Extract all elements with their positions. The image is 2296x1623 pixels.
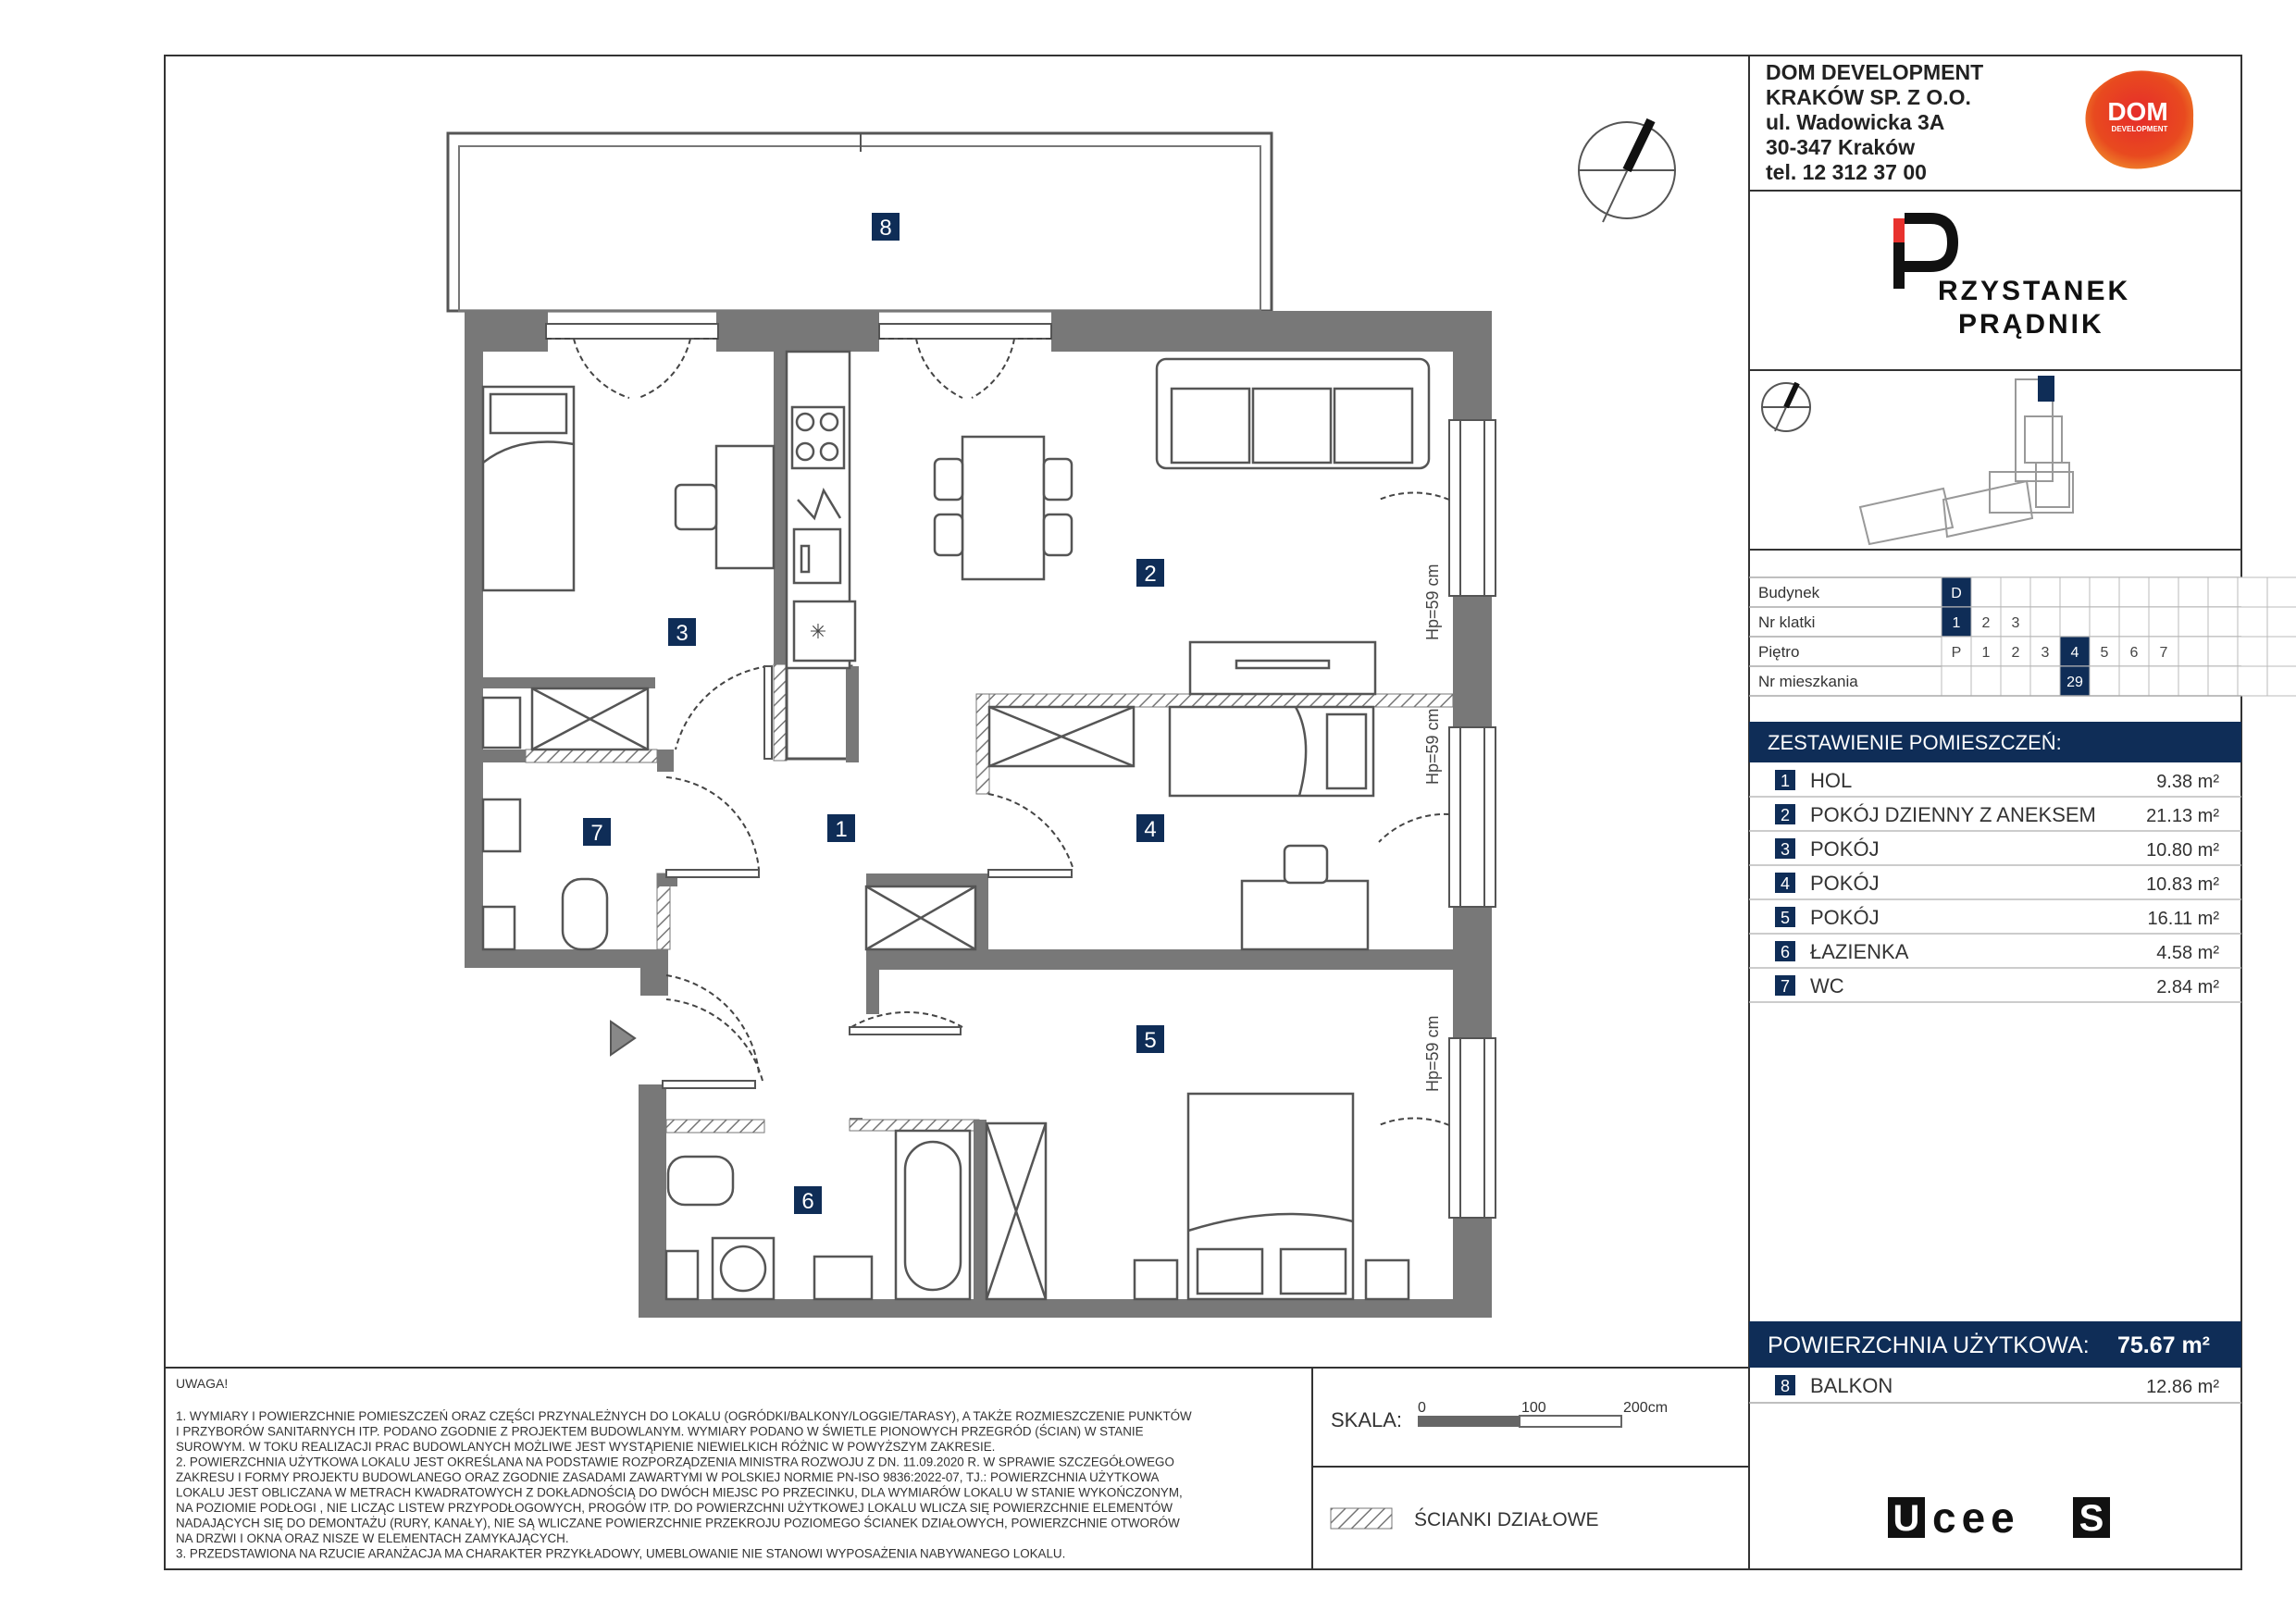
room-name: ŁAZIENKA: [1810, 940, 1909, 963]
entrance-arrow-icon: [611, 1022, 635, 1055]
param-cell: 2: [2011, 645, 2020, 661]
company-phone: tel. 12 312 37 00: [1766, 160, 1927, 184]
balcony-area: 12.86 m²: [2146, 1377, 2219, 1397]
company-name-line1: DOM DEVELOPMENT: [1766, 60, 1984, 84]
svg-text:S: S: [2079, 1498, 2104, 1539]
note-line: 1. WYMIARY I POWIERZCHNIE POMIESZCZEŃ ORAZ CZĘŚCI PRZYNALEŻNYCH DO LOKALU (OGRÓDKI/BALKONY/LOGGIE/TARASY), A TAKŻE ROZMIESZCZENIE PUNKTÓW: [176, 1409, 1192, 1423]
balcony-row: [1749, 1374, 2241, 1403]
note-line: ZAKRESU I FORMY PROJEKTU BUDOWLANEGO ORAZ ZGODNIE ZASADAMI ZAWARTYMI W POLSKIEJ NORMIE PN-ISO 9836:2022-07, TJ.: POWIERZCHNIA UŻYTKOWA: [176, 1470, 1160, 1484]
param-label: Nr mieszkania: [1758, 673, 1858, 690]
parapet-height-labels: [1423, 564, 1442, 1092]
room-row: [1749, 837, 2241, 865]
param-cell: 4: [2070, 645, 2079, 661]
note-line: NA DRZWI I OKNA ORAZ NISZE W ELEMENTACH ZAMYKAJĄCYCH.: [176, 1531, 569, 1545]
svg-text:5: 5: [1144, 1028, 1157, 1053]
room-marker-5: [1136, 1025, 1164, 1053]
chair-room-3: [676, 485, 716, 529]
svg-text:1: 1: [835, 817, 848, 842]
room-area: 16.11 m²: [2147, 909, 2219, 929]
svg-text:ŚCIANKI DZIAŁOWE: ŚCIANKI DZIAŁOWE: [1414, 1509, 1599, 1530]
notes-block: [176, 1376, 1192, 1561]
dom-development-logo: [2085, 70, 2193, 168]
room-number: 6: [1780, 943, 1791, 961]
svg-text:DEVELOPMENT: DEVELOPMENT: [2111, 125, 2168, 133]
bathroom-sink: [814, 1257, 872, 1299]
scale-bar: [1331, 1400, 1668, 1431]
room-name: POKÓJ: [1810, 837, 1880, 861]
total-area-value: 75.67 m²: [2116, 1332, 2210, 1358]
total-area: [1749, 1321, 2241, 1368]
param-cell: 6: [2129, 645, 2139, 661]
svg-text:3: 3: [676, 621, 689, 646]
room-row: [1749, 872, 2241, 899]
company-street: ul. Wadowicka 3A: [1766, 110, 1945, 134]
room-marker-2: [1136, 559, 1164, 587]
room-area: 9.38 m²: [2156, 772, 2219, 792]
total-area-label: POWIERZCHNIA UŻYTKOWA:: [1768, 1332, 2090, 1358]
uceeS-logo: [1888, 1493, 2110, 1565]
note-line: I PRZYBORÓW SANITARNYCH ITP. PODANO ZGODNIE Z PROJEKTEM BUDOWLANYM. WYMIARY PODANO W ŚWIETLE PIONOWYCH PRZEGRÓD (ŚCIAN) W STANIE: [176, 1424, 1144, 1439]
rooms-header: ZESTAWIENIE POMIESZCZEŃ:: [1768, 731, 2062, 754]
room-name: POKÓJ DZIENNY Z ANEKSEM: [1810, 803, 2096, 826]
room-area: 2.84 m²: [2156, 977, 2219, 997]
room-marker-6: [794, 1186, 822, 1214]
room-name: POKÓJ: [1810, 872, 1880, 895]
company-info: [1766, 60, 1983, 184]
room-area: 10.83 m²: [2146, 874, 2219, 895]
room-marker-4: [1136, 814, 1164, 842]
wc-toilet: [563, 879, 607, 949]
note-line: SUROWYM. W TOKU REALIZACJI PRAC BUDOWLANYCH MOŻLIWE JEST WYSTĄPIENIE NIEWIELKICH RÓŻNIC W POWYŻSZYM ZAKRESIE.: [176, 1440, 996, 1454]
room-marker-3: [668, 618, 696, 646]
svg-text:200cm: 200cm: [1623, 1400, 1669, 1416]
room-marker-1: [827, 814, 855, 842]
room-marker-8: [872, 213, 900, 241]
svg-text:8: 8: [1780, 1377, 1791, 1395]
param-cell: 7: [2159, 645, 2168, 661]
project-logo: [1893, 218, 2130, 340]
notes-title: UWAGA!: [176, 1376, 229, 1391]
room-row: [1749, 940, 2241, 968]
hp-label-room-2: Hp=59 cm: [1423, 564, 1442, 640]
svg-text:2: 2: [1144, 562, 1157, 587]
room-marker-7: [583, 818, 611, 846]
room-number: 7: [1780, 977, 1791, 996]
svg-text:8: 8: [879, 216, 892, 241]
svg-text:DOM: DOM: [2107, 97, 2168, 126]
note-line: 2. POWIERZCHNIA UŻYTKOWA LOKALU JEST OKREŚLANA NA PODSTAWIE ROZPORZĄDZENIA MINISTRA ROZWOJU Z DN. 11.09.2020 R. W SPRAWIE SZCZEGÓŁOWEGO: [176, 1455, 1174, 1469]
room-name: HOL: [1810, 769, 1853, 792]
svg-text:7: 7: [590, 821, 603, 846]
svg-text:U: U: [1893, 1498, 1920, 1539]
balcony-name: BALKON: [1810, 1374, 1893, 1397]
svg-text:100: 100: [1521, 1400, 1546, 1416]
svg-text:4: 4: [1144, 817, 1157, 842]
param-cell: 2: [1981, 615, 1991, 631]
svg-text:cee: cee: [1932, 1493, 2020, 1542]
compass-icon: [1579, 120, 1675, 222]
param-cell: D: [1951, 586, 1962, 601]
note-line: NA POZIOMIE PODŁOGI , NIE LICZĄC LISTEW PRZYPODŁOGOWYCH, PROGÓW ITP. DO POWIERZCHNI UŻYTKOWEJ LOKALU WLICZA SIĘ POWIERZCHNIE ELEMENTÓW: [176, 1501, 1173, 1515]
desk-room-4: [1242, 881, 1368, 949]
room-row: [1749, 803, 2241, 831]
desk-room-3: [716, 446, 774, 568]
params-table: [1749, 577, 2296, 696]
room-number: 5: [1780, 909, 1791, 927]
room-number: 4: [1780, 874, 1791, 893]
wc-washbasin: [483, 799, 520, 851]
room-number: 1: [1780, 772, 1791, 790]
param-cell: P: [1951, 645, 1962, 661]
param-cell: 1: [1952, 615, 1961, 631]
room-area: 4.58 m²: [2156, 943, 2219, 963]
svg-text:RZYSTANEK: RZYSTANEK: [1938, 276, 2131, 306]
svg-text:6: 6: [801, 1189, 814, 1214]
room-area: 10.80 m²: [2146, 840, 2219, 861]
room-row: [1749, 769, 2241, 797]
note-line: 3. PRZEDSTAWIONA NA RZUCIE ARANŻACJA MA CHARAKTER PRZYKŁADOWY, UMEBLOWANIE NIE STANOWI WYPOSAŻENIA NABYWANEGO LOKALU.: [176, 1546, 1066, 1561]
hp-label-room-5: Hp=59 cm: [1423, 1015, 1442, 1092]
balcony-area: [448, 133, 1272, 311]
rooms-summary: [1749, 722, 2241, 1002]
scale-label: SKALA:: [1331, 1408, 1403, 1431]
dining-table: [962, 437, 1044, 579]
room-number: 2: [1780, 806, 1791, 824]
furniture: [483, 352, 1429, 1299]
note-line: LOKALU JEST OBLICZANA W METRACH KWADRATOWYCH Z DOKŁADNOŚCIĄ DO DWÓCH MIEJSC PO PRZECINKU, DLA WYMIARÓW LOKALU W STANIE WYKOŃCZONYM,: [176, 1485, 1183, 1500]
param-label: Piętro: [1758, 643, 1800, 661]
room-name: POKÓJ: [1810, 906, 1880, 929]
floor-plan: [448, 120, 1675, 1318]
note-line: NADAJĄCYCH SIĘ DO DEMONTAŻU (RURY, KANAŁY), NIE SĄ WLICZANE POWIERZCHNIE PRZEKROJU POZIOMEGO ŚCIANEK DZIAŁOWYCH, POWIERZCHNIE OTWORÓW: [176, 1516, 1180, 1530]
svg-text:PRĄDNIK: PRĄDNIK: [1958, 309, 2104, 340]
room-name: WC: [1810, 974, 1844, 997]
room-number: 3: [1780, 840, 1791, 859]
hp-label-room-4: Hp=59 cm: [1423, 708, 1442, 785]
param-label: Budynek: [1758, 584, 1820, 601]
bathroom-toilet: [668, 1157, 733, 1205]
room-row: [1749, 974, 2241, 1002]
param-cell: 1: [1981, 645, 1991, 661]
param-label: Nr klatki: [1758, 613, 1816, 631]
param-cell: 5: [2100, 645, 2109, 661]
svg-text:✳: ✳: [809, 620, 827, 643]
svg-text:0: 0: [1418, 1400, 1426, 1416]
param-cell: 3: [2041, 645, 2050, 661]
room-row: [1749, 906, 2241, 934]
company-name-line2: KRAKÓW SP. Z O.O.: [1766, 85, 1971, 109]
param-cell: 29: [2066, 675, 2083, 690]
legend-partition-walls: [1331, 1508, 1599, 1530]
company-city: 30-347 Kraków: [1766, 135, 1916, 159]
site-key-plan: [1762, 376, 2073, 544]
param-cell: 3: [2011, 615, 2020, 631]
room-area: 21.13 m²: [2146, 806, 2219, 826]
